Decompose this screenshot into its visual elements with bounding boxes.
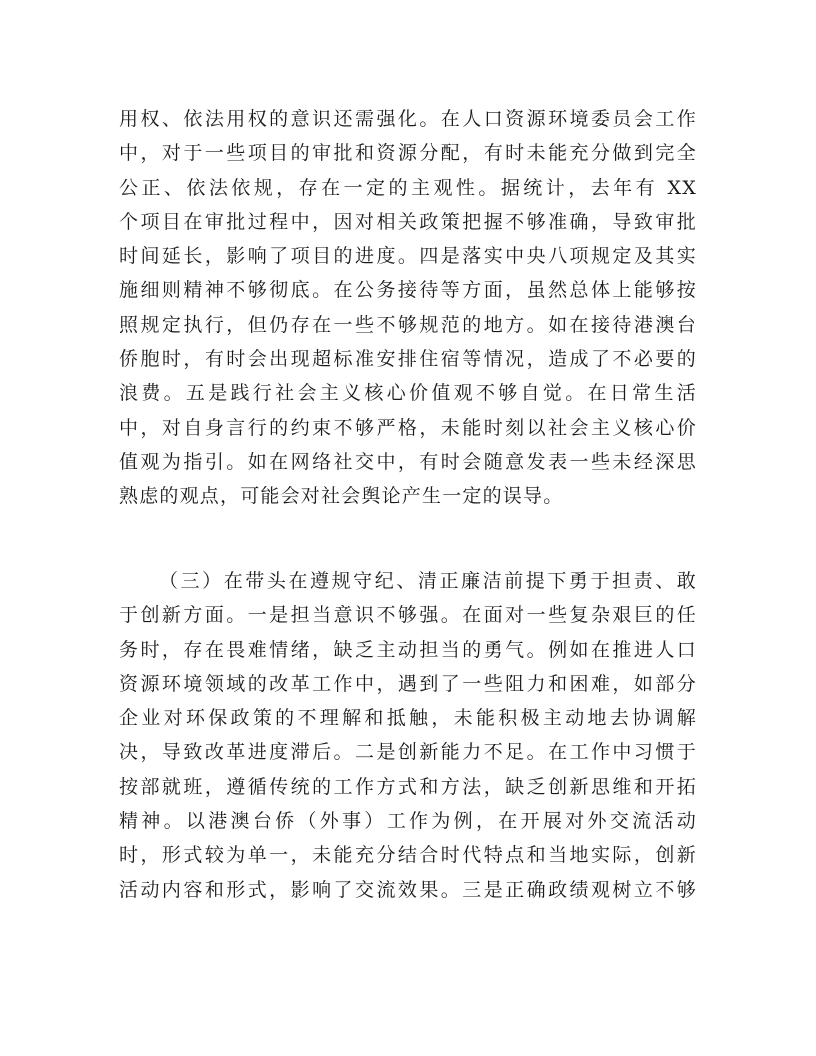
paragraph-continued (119, 102, 697, 514)
text-line: 个项目在审批过程中，因对相关政策把握不够准确，导致审批 (119, 210, 697, 233)
text-line: 企业对环保政策的不理解和抵触，未能积极主动地去协调解 (119, 707, 697, 730)
text-line: 照规定执行，但仍存在一些不够规范的地方。如在接待港澳台 (119, 313, 697, 336)
text-line: 时，形式较为单一，未能充分结合时代特点和当地实际，创新 (119, 844, 697, 867)
section-heading-line: （三）在带头在遵规守纪、清正廉洁前提下勇于担责、敢 (159, 570, 697, 592)
text-line: 中，对自身言行的约束不够严格，未能时刻以社会主义核心价 (119, 416, 697, 439)
text-line: 时间延长，影响了项目的进度。四是落实中央八项规定及其实 (119, 245, 697, 268)
text-line: 活动内容和形式，影响了交流效果。三是正确政绩观树立不够 (119, 878, 697, 901)
text-line: 按部就班，遵循传统的工作方式和方法，缺乏创新思维和开拓 (119, 775, 697, 798)
paragraph-section-three (119, 564, 697, 907)
text-line: 务时，存在畏难情绪，缺乏主动担当的勇气。例如在推进人口 (119, 638, 697, 661)
text-line: 侨胞时，有时会出现超标准安排住宿等情况，造成了不必要的 (119, 348, 697, 371)
text-line: 施细则精神不够彻底。在公务接待等方面，虽然总体上能够按 (119, 279, 697, 302)
text-line: 资源环境领域的改革工作中，遇到了一些阻力和困难，如部分 (119, 672, 697, 695)
text-line: 精神。以港澳台侨（外事）工作为例，在开展对外交流活动 (119, 810, 697, 833)
text-line: 值观为指引。如在网络社交中，有时会随意发表一些未经深思 (119, 450, 697, 473)
text-line: 于创新方面。一是担当意识不够强。在面对一些复杂艰巨的任 (119, 604, 697, 627)
text-line: 用权、依法用权的意识还需强化。在人口资源环境委员会工作 (119, 108, 697, 130)
text-line: 浪费。五是践行社会主义核心价值观不够自觉。在日常生活 (119, 382, 697, 405)
text-line: 熟虑的观点，可能会对社会舆论产生一定的误导。 (119, 485, 564, 508)
text-line: 公正、依法依规，存在一定的主观性。据统计，去年有 XX (119, 176, 697, 199)
text-line: 决，导致改革进度滞后。二是创新能力不足。在工作中习惯于 (119, 741, 697, 764)
text-line: 中，对于一些项目的审批和资源分配，有时未能充分做到完全 (119, 142, 697, 165)
